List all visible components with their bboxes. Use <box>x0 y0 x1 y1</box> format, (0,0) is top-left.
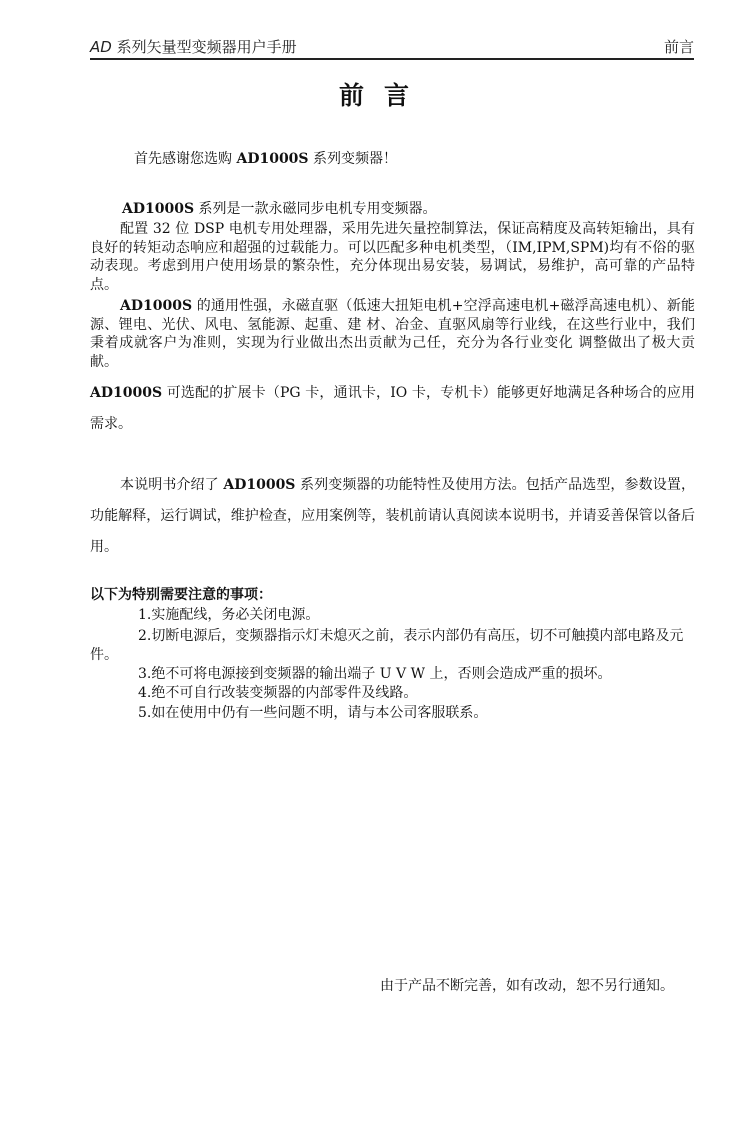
versatility-text: 的通用性强，永磁直驱（低速大扭矩电机+空浮高速电机+磁浮高速电机）、新能源、锂电、光伏、风电、氢能源、起重、建 材、冶金、直驱风扇等行业线，在这些行业中，我们秉着成就客户为准则，实现为行业做出杰出贡献为己任，充分为各行业变化 调整做出了极大贡献。 <box>90 298 695 370</box>
intro-product: AD1000S <box>122 201 195 217</box>
header-doc-name: 系列矢量型变频器用户手册 <box>111 38 297 56</box>
manual-intro-pre: 本说明书介绍了 <box>120 477 224 493</box>
greeting-post: 系列变频器！ <box>308 151 397 167</box>
manual-intro-paragraph <box>90 470 695 563</box>
header-doc-title <box>90 36 297 57</box>
notes-item-4: 4.绝不可自行改装变频器的内部零件及线路。 <box>138 685 418 701</box>
greeting <box>134 150 694 169</box>
notes-item-3: 3.绝不可将电源接到变频器的输出端子 U V W 上，否则会造成严重的损坏。 <box>138 666 612 682</box>
notes-item-1: 1.实施配线，务必关闭电源。 <box>138 607 320 623</box>
intro-paragraph <box>122 200 694 219</box>
notes-title: 以下为特别需要注意的事项： <box>90 587 272 603</box>
manual-intro-text: 系列变频器的功能特性及使用方法。包括产品选型，参数设置，功能解释，运行调试，维护检查，应用案例等，装机前请认真阅读本说明书，并请妥善保管以备后用。 <box>90 477 695 555</box>
expansion-paragraph <box>90 378 695 440</box>
greeting-product: AD1000S <box>236 151 309 167</box>
notes-item-2: 2.切断电源后，变频器指示灯未熄灭之前，表示内部仍有高压，切不可触摸内部电路及元件。 <box>90 628 684 663</box>
header-doc-prefix: AD <box>90 38 112 56</box>
page-title: 前言 <box>338 81 429 110</box>
features-paragraph: 配置 32 位 DSP 电机专用处理器，采用先进矢量控制算法，保证高精度及高转矩输出，具有良好的转矩动态响应和超强的过载能力。可以匹配多种电机类型，（IM,IPM,SPM)均有不俗的驱动表现。考虑到用户使用场景的繁杂性，充分体现出易安装，易调试，易维护，高可靠的产品特点。 <box>90 221 695 293</box>
header-section: 前言 <box>663 38 694 56</box>
versatility-paragraph <box>90 297 695 371</box>
intro-text: 系列是一款永磁同步电机专用变频器。 <box>194 201 437 217</box>
expansion-product: AD1000S <box>90 385 163 401</box>
manual-intro-product: AD1000S <box>223 477 296 493</box>
footer-notice: 由于产品不断完善，如有改动，恕不另行通知。 <box>380 978 674 994</box>
expansion-text: 可选配的扩展卡（PG 卡，通讯卡，IO 卡，专机卡）能够更好地满足各种场合的应用需求。 <box>90 385 695 432</box>
versatility-product: AD1000S <box>120 298 193 314</box>
page-header <box>90 34 694 60</box>
notes-item-5: 5.如在使用中仍有一些问题不明，请与本公司客服联系。 <box>138 705 488 721</box>
greeting-pre: 首先感谢您选购 <box>134 151 237 167</box>
